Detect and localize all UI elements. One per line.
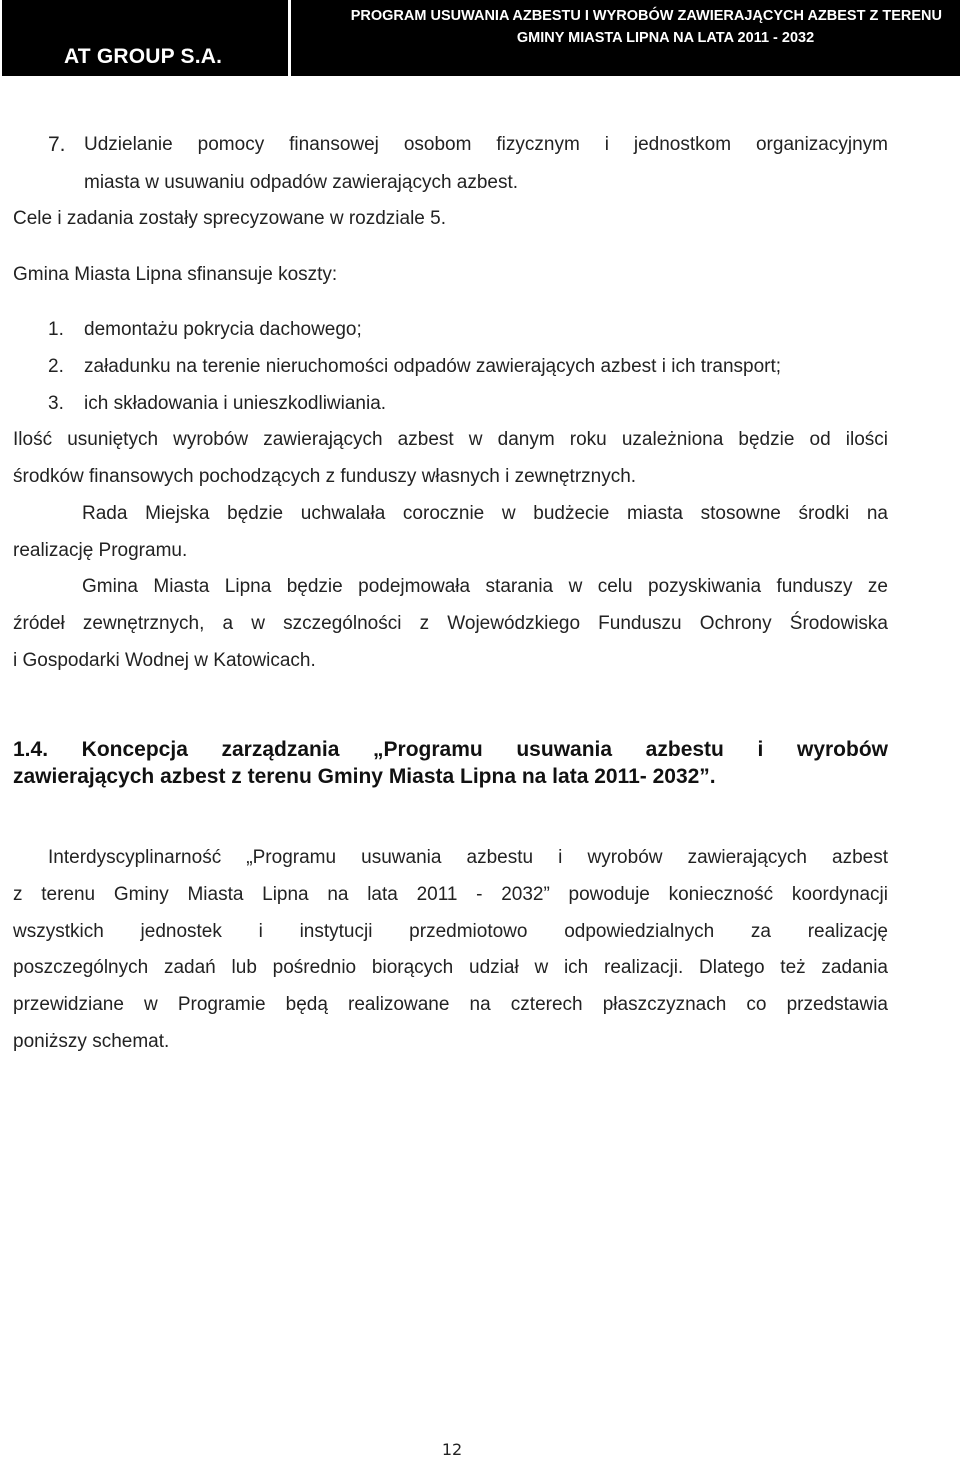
- interdisciplinary-line-5: przewidziane w Programie będą realizowane na czterech płaszczyznach co przedstawia: [13, 994, 888, 1015]
- interdisciplinary-line-3: wszystkich jednostek i instytucji przedmiotowo odpowiedzialnych za realizację: [13, 921, 888, 942]
- item-7-line-2: miasta w usuwaniu odpadów zawierających azbest.: [84, 172, 519, 193]
- interdisciplinary-line-2: z terenu Gminy Miasta Lipna na lata 2011 - 2032” powoduje konieczność koordynacji: [13, 884, 888, 905]
- item-7-line-1: Udzielanie pomocy finansowej osobom fizycznym i jednostkom organizacyjnym: [84, 134, 888, 155]
- council-paragraph-line-2: realizację Programu.: [13, 540, 188, 561]
- header-title-block: [291, 0, 960, 76]
- funding-paragraph-line-3: i Gospodarki Wodnej w Katowicach.: [13, 650, 316, 671]
- funding-paragraph-line-2: źródeł zewnętrznych, a w szczególności z Wojewódzkiego Funduszu Ochrony Środowiska: [13, 613, 888, 634]
- section-heading-line-2: zawierających azbest z terenu Gminy Miasta Lipna na lata 2011- 2032”.: [13, 765, 716, 788]
- interdisciplinary-line-4: poszczególnych zadań lub pośrednio biorących udział w ich realizacji. Dlatego też zadania: [13, 957, 888, 978]
- cost-item-text: załadunku na terenie nieruchomości odpadów zawierających azbest i ich transport;: [84, 356, 782, 377]
- amount-paragraph-line-1: Ilość usuniętych wyrobów zawierających azbest w danym roku uzależniona będzie od ilości: [13, 429, 888, 450]
- amount-paragraph-line-2: środków finansowych pochodzących z funduszy własnych i zewnętrznych.: [13, 466, 637, 487]
- page-header: [0, 0, 960, 76]
- interdisciplinary-line-6: poniższy schemat.: [13, 1031, 170, 1052]
- goals-paragraph: Cele i zadania zostały sprecyzowane w rozdziale 5.: [13, 208, 446, 229]
- funding-paragraph-line-1: Gmina Miasta Lipna będzie podejmowała starania w celu pozyskiwania funduszy ze: [82, 576, 888, 597]
- costs-intro: Gmina Miasta Lipna sfinansuje koszty:: [13, 264, 338, 285]
- item-7-number: 7.: [48, 133, 66, 156]
- cost-item-number: 1.: [48, 319, 64, 340]
- header-company-block: [2, 0, 288, 76]
- section-heading-line-1: 1.4. Koncepcja zarządzania „Programu usuwania azbestu i wyrobów: [13, 738, 888, 761]
- header-title-line-2: GMINY MIASTA LIPNA NA LATA 2011 - 2032: [516, 30, 815, 46]
- cost-item-number: 3.: [48, 393, 64, 414]
- header-title-line-1: PROGRAM USUWANIA AZBESTU I WYROBÓW ZAWIERAJĄCYCH AZBEST Z TERENU: [350, 8, 942, 24]
- cost-item-number: 2.: [48, 356, 64, 377]
- cost-item-text: ich składowania i unieszkodliwiania.: [84, 393, 387, 414]
- page-number: 12: [441, 1440, 463, 1459]
- company-name: AT GROUP S.A.: [64, 45, 223, 68]
- cost-item-text: demontażu pokrycia dachowego;: [84, 319, 362, 340]
- interdisciplinary-line-1: Interdyscyplinarność „Programu usuwania azbestu i wyrobów zawierających azbest: [48, 847, 888, 868]
- council-paragraph-line-1: Rada Miejska będzie uchwalała corocznie w budżecie miasta stosowne środki na: [82, 503, 888, 524]
